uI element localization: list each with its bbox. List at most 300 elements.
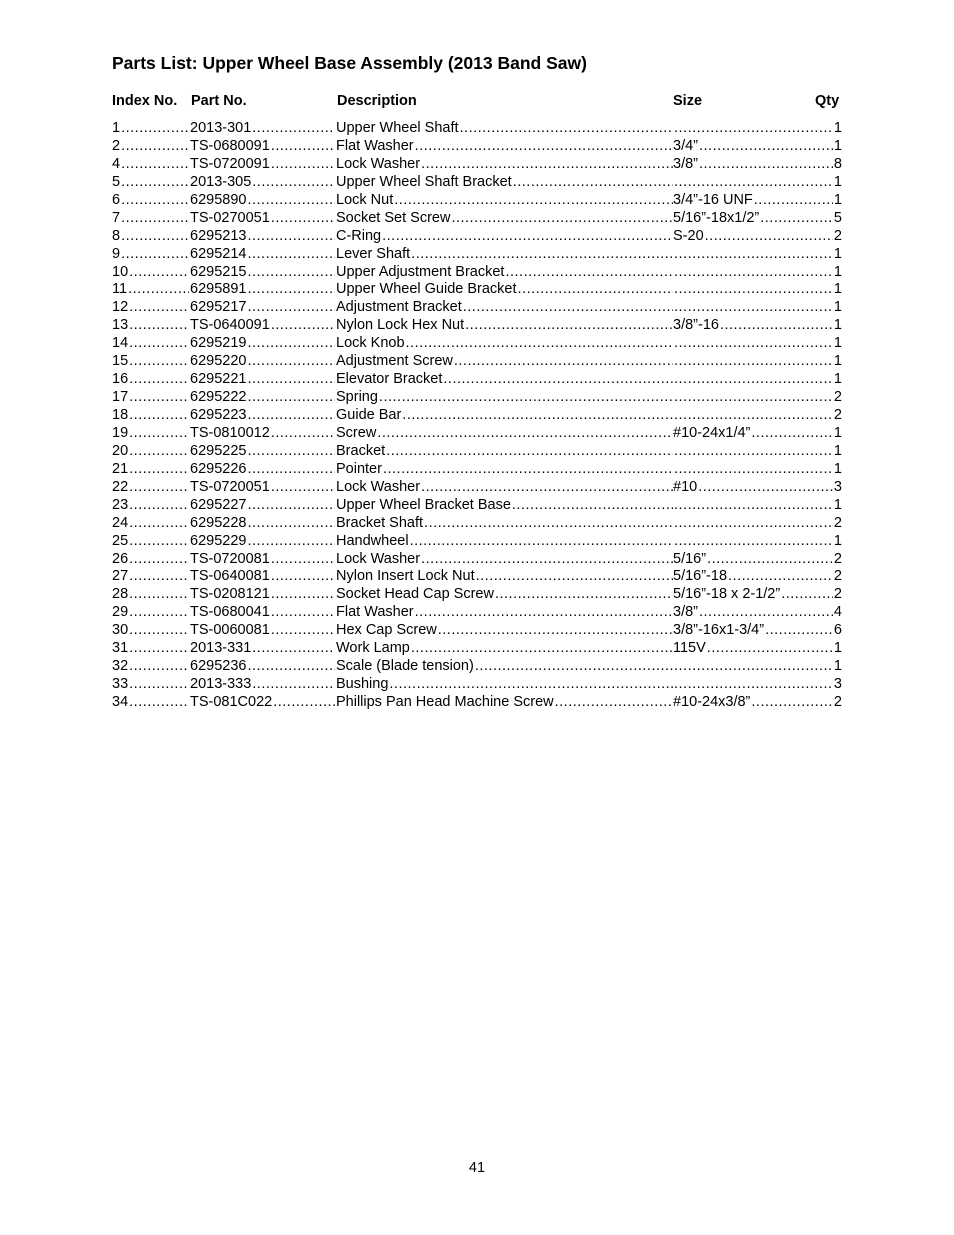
table-row: [112, 443, 842, 461]
part-number: 2013-305: [190, 173, 252, 190]
dot-leader: [383, 461, 673, 479]
table-row: [112, 317, 842, 335]
part-qty: 1: [833, 137, 842, 154]
index-cell: [112, 407, 190, 425]
part-number-cell: [190, 640, 336, 658]
dot-leader: [674, 533, 833, 551]
part-number: 6295219: [190, 335, 247, 352]
description-cell: [336, 622, 674, 640]
description-cell: [336, 335, 674, 353]
part-qty: 8: [833, 155, 842, 172]
description-cell: [336, 425, 674, 443]
part-qty: 2: [833, 227, 842, 244]
size-qty-cell: [673, 461, 842, 479]
description-cell: [336, 515, 674, 533]
dot-leader: [247, 443, 335, 461]
dot-leader: [518, 281, 673, 299]
index-number: 7: [112, 209, 121, 226]
index-number: 27: [112, 568, 129, 585]
dot-leader: [512, 497, 673, 515]
dot-leader: [121, 156, 189, 174]
dot-leader: [495, 586, 673, 604]
index-cell: [112, 389, 190, 407]
description-cell: [336, 174, 674, 192]
dot-leader: [411, 640, 673, 658]
dot-leader: [699, 138, 833, 156]
part-description: Phillips Pan Head Machine Screw: [336, 694, 554, 710]
size-qty-cell: [673, 604, 842, 622]
dot-leader: [273, 694, 335, 712]
part-number: 6295215: [190, 263, 247, 280]
table-row: [112, 640, 842, 658]
size-qty-cell: [673, 156, 842, 174]
dot-leader: [402, 407, 673, 425]
dot-leader: [751, 694, 833, 712]
part-number-cell: [190, 120, 336, 138]
table-row: [112, 246, 842, 264]
part-qty: 1: [833, 173, 842, 190]
dot-leader: [252, 174, 335, 192]
dot-leader: [505, 264, 673, 282]
part-description: Work Lamp: [336, 640, 410, 657]
dot-leader: [438, 622, 673, 640]
table-row: [112, 407, 842, 425]
part-qty: 1: [833, 371, 842, 388]
part-description: Upper Adjustment Bracket: [336, 263, 505, 280]
dot-leader: [674, 299, 833, 317]
part-number-cell: [190, 407, 336, 425]
dot-leader: [707, 551, 833, 569]
description-cell: [336, 461, 674, 479]
dot-leader: [760, 210, 833, 228]
part-size: 3/8”: [673, 155, 698, 172]
size-qty-cell: [673, 658, 842, 676]
part-number: TS-0270051: [190, 209, 270, 226]
description-cell: [336, 389, 674, 407]
part-number: TS-081C022: [190, 694, 273, 710]
part-number: 6295236: [190, 658, 247, 675]
dot-leader: [465, 317, 673, 335]
part-description: Upper Wheel Bracket Base: [336, 496, 511, 513]
dot-leader: [129, 551, 189, 569]
dot-leader: [271, 425, 335, 443]
index-number: 12: [112, 299, 129, 316]
dot-leader: [674, 353, 833, 371]
dot-leader: [421, 156, 673, 174]
index-number: 32: [112, 658, 129, 675]
part-number-cell: [190, 658, 336, 676]
size-qty-cell: [673, 120, 842, 138]
index-number: 29: [112, 604, 129, 621]
header-size: Size: [673, 93, 703, 109]
size-qty-cell: [673, 676, 842, 694]
part-number: 6295217: [190, 299, 247, 316]
index-number: 10: [112, 263, 129, 280]
index-cell: [112, 120, 190, 138]
part-description: Bushing: [336, 676, 389, 693]
part-description: Handwheel: [336, 532, 409, 549]
header-qty: Qty: [815, 93, 840, 109]
part-size: 5/16”-18 x 2-1/2”: [673, 586, 781, 603]
description-cell: [336, 281, 674, 299]
part-number-cell: [190, 479, 336, 497]
table-row: [112, 389, 842, 407]
description-cell: [336, 694, 674, 712]
part-qty: 1: [833, 120, 842, 136]
description-cell: [336, 264, 674, 282]
dot-leader: [129, 407, 189, 425]
dot-leader: [271, 317, 335, 335]
part-description: Lock Washer: [336, 478, 421, 495]
dot-leader: [129, 264, 189, 282]
size-qty-cell: [673, 317, 842, 335]
size-qty-cell: [673, 586, 842, 604]
table-row: [112, 604, 842, 622]
part-size: 3/8”-16x1-3/4”: [673, 622, 765, 639]
dot-leader: [121, 120, 189, 138]
index-cell: [112, 443, 190, 461]
table-row: [112, 210, 842, 228]
part-number: TS-0720081: [190, 550, 270, 567]
dot-leader: [271, 210, 335, 228]
dot-leader: [674, 371, 833, 389]
dot-leader: [128, 281, 189, 299]
table-row: [112, 353, 842, 371]
size-qty-cell: [673, 694, 842, 712]
part-description: Hex Cap Screw: [336, 622, 437, 639]
part-number-cell: [190, 353, 336, 371]
dot-leader: [674, 174, 833, 192]
dot-leader: [674, 335, 833, 353]
description-cell: [336, 586, 674, 604]
index-cell: [112, 317, 190, 335]
dot-leader: [674, 515, 833, 533]
part-description: Elevator Bracket: [336, 371, 443, 388]
part-number: TS-0680091: [190, 137, 270, 154]
dot-leader: [129, 353, 189, 371]
index-cell: [112, 533, 190, 551]
dot-leader: [781, 586, 833, 604]
part-description: Screw: [336, 424, 377, 441]
dot-leader: [698, 479, 833, 497]
dot-leader: [129, 425, 189, 443]
dot-leader: [247, 371, 335, 389]
dot-leader: [247, 533, 335, 551]
index-number: 11: [112, 281, 128, 298]
index-number: 28: [112, 586, 129, 603]
dot-leader: [247, 515, 335, 533]
description-cell: [336, 246, 674, 264]
dot-leader: [247, 246, 335, 264]
part-number-cell: [190, 497, 336, 515]
part-qty: 1: [833, 353, 842, 370]
index-number: 33: [112, 676, 129, 693]
size-qty-cell: [673, 640, 842, 658]
table-row: [112, 228, 842, 246]
size-qty-cell: [673, 192, 842, 210]
description-cell: [336, 353, 674, 371]
dot-leader: [460, 120, 673, 138]
index-cell: [112, 246, 190, 264]
part-number: TS-0720051: [190, 478, 270, 495]
part-description: Spring: [336, 389, 378, 406]
description-cell: [336, 192, 674, 210]
part-qty: 1: [833, 532, 842, 549]
part-qty: 1: [833, 263, 842, 280]
dot-leader: [129, 515, 189, 533]
part-number: TS-0720091: [190, 155, 270, 172]
index-cell: [112, 515, 190, 533]
size-qty-cell: [673, 228, 842, 246]
size-qty-cell: [673, 425, 842, 443]
part-number-cell: [190, 568, 336, 586]
part-number: 2013-301: [190, 120, 252, 136]
index-cell: [112, 676, 190, 694]
table-row: [112, 156, 842, 174]
dot-leader: [424, 515, 673, 533]
dot-leader: [411, 246, 673, 264]
dot-leader: [271, 479, 335, 497]
index-cell: [112, 138, 190, 156]
part-description: Socket Head Cap Screw: [336, 586, 494, 603]
table-row: [112, 138, 842, 156]
table-row: [112, 533, 842, 551]
part-qty: 1: [833, 424, 842, 441]
table-row: [112, 174, 842, 192]
size-qty-cell: [673, 568, 842, 586]
index-cell: [112, 604, 190, 622]
dot-leader: [247, 228, 335, 246]
dot-leader: [121, 228, 189, 246]
part-qty: 3: [833, 478, 842, 495]
index-cell: [112, 694, 190, 712]
dot-leader: [247, 389, 335, 407]
index-number: 26: [112, 550, 129, 567]
table-row: [112, 192, 842, 210]
part-size: 3/8”: [673, 604, 698, 621]
table-row: [112, 622, 842, 640]
dot-leader: [247, 497, 335, 515]
description-cell: [336, 568, 674, 586]
index-number: 5: [112, 173, 121, 190]
size-qty-cell: [673, 353, 842, 371]
dot-leader: [129, 604, 189, 622]
dot-leader: [674, 658, 833, 676]
part-qty: 1: [833, 658, 842, 675]
part-number-cell: [190, 156, 336, 174]
table-row: [112, 335, 842, 353]
dot-leader: [129, 622, 189, 640]
index-cell: [112, 174, 190, 192]
dot-leader: [513, 174, 673, 192]
table-row: [112, 658, 842, 676]
part-description: Lock Knob: [336, 335, 405, 352]
dot-leader: [121, 210, 189, 228]
dot-leader: [377, 425, 673, 443]
part-size: 115V: [673, 640, 706, 657]
part-qty: 2: [833, 550, 842, 567]
part-number-cell: [190, 515, 336, 533]
dot-leader: [271, 622, 335, 640]
dot-leader: [699, 604, 833, 622]
part-number: 6295222: [190, 389, 247, 406]
part-description: Flat Washer: [336, 604, 414, 621]
index-number: 20: [112, 442, 129, 459]
dot-leader: [129, 676, 189, 694]
description-cell: [336, 210, 674, 228]
description-cell: [336, 640, 674, 658]
dot-leader: [674, 246, 833, 264]
part-number: 6295229: [190, 532, 247, 549]
dot-leader: [271, 568, 335, 586]
part-size: 5/16”-18x1/2”: [673, 209, 760, 226]
part-number-cell: [190, 264, 336, 282]
dot-leader: [247, 264, 335, 282]
index-number: 6: [112, 191, 121, 208]
part-qty: 1: [833, 245, 842, 262]
index-cell: [112, 210, 190, 228]
part-description: Nylon Insert Lock Nut: [336, 568, 475, 585]
part-description: Bracket Shaft: [336, 514, 424, 531]
dot-leader: [129, 640, 189, 658]
size-qty-cell: [673, 497, 842, 515]
part-number-cell: [190, 228, 336, 246]
dot-leader: [121, 246, 189, 264]
part-description: Guide Bar: [336, 407, 402, 423]
part-number: TS-0680041: [190, 604, 270, 621]
part-qty: 1: [833, 191, 842, 208]
page-number: 41: [468, 1160, 486, 1176]
index-cell: [112, 335, 190, 353]
part-number: 6295220: [190, 353, 247, 370]
dot-leader: [421, 479, 673, 497]
dot-leader: [454, 353, 673, 371]
table-row: [112, 281, 842, 299]
part-number: TS-0640091: [190, 317, 270, 334]
index-number: 21: [112, 460, 129, 477]
dot-leader: [389, 676, 673, 694]
table-row: [112, 120, 842, 138]
part-number-cell: [190, 586, 336, 604]
index-number: 4: [112, 155, 121, 172]
part-number-cell: [190, 676, 336, 694]
part-size: #10: [673, 478, 698, 495]
index-number: 19: [112, 424, 129, 441]
dot-leader: [129, 568, 189, 586]
dot-leader: [252, 640, 335, 658]
part-description: Upper Wheel Shaft Bracket: [336, 173, 512, 190]
part-description: Lock Nut: [336, 191, 394, 208]
index-number: 22: [112, 478, 129, 495]
index-number: 31: [112, 640, 129, 657]
part-number: TS-0810012: [190, 424, 270, 441]
size-qty-cell: [673, 264, 842, 282]
part-qty: 1: [833, 335, 842, 352]
part-number: 6295213: [190, 227, 247, 244]
description-cell: [336, 551, 674, 569]
dot-leader: [421, 551, 673, 569]
part-description: Flat Washer: [336, 137, 414, 154]
dot-leader: [410, 533, 673, 551]
size-qty-cell: [673, 479, 842, 497]
part-number: 6295221: [190, 371, 247, 388]
part-number-cell: [190, 622, 336, 640]
size-qty-cell: [673, 515, 842, 533]
part-number-cell: [190, 246, 336, 264]
table-row: [112, 551, 842, 569]
dot-leader: [129, 299, 189, 317]
index-number: 34: [112, 694, 129, 710]
part-number-cell: [190, 425, 336, 443]
dot-leader: [247, 299, 335, 317]
dot-leader: [247, 407, 335, 425]
dot-leader: [271, 156, 335, 174]
table-row: [112, 299, 842, 317]
index-cell: [112, 497, 190, 515]
index-number: 15: [112, 353, 129, 370]
dot-leader: [674, 443, 833, 461]
dot-leader: [129, 371, 189, 389]
dot-leader: [699, 156, 833, 174]
dot-leader: [379, 389, 673, 407]
size-qty-cell: [673, 533, 842, 551]
dot-leader: [674, 676, 833, 694]
part-number: 6295890: [190, 191, 247, 208]
part-qty: 2: [833, 514, 842, 531]
dot-leader: [406, 335, 673, 353]
description-cell: [336, 443, 674, 461]
dot-leader: [129, 443, 189, 461]
part-qty: 2: [833, 389, 842, 406]
part-number-cell: [190, 138, 336, 156]
index-cell: [112, 551, 190, 569]
dot-leader: [728, 568, 833, 586]
index-cell: [112, 192, 190, 210]
part-qty: 1: [833, 640, 842, 657]
index-cell: [112, 586, 190, 604]
part-number: 6295214: [190, 245, 247, 262]
dot-leader: [247, 353, 335, 371]
description-cell: [336, 658, 674, 676]
dot-leader: [129, 586, 189, 604]
description-cell: [336, 228, 674, 246]
index-cell: [112, 658, 190, 676]
part-size: 5/16”-18: [673, 568, 728, 585]
part-number: TS-0208121: [190, 586, 270, 603]
part-description: Nylon Lock Hex Nut: [336, 317, 465, 334]
index-number: 17: [112, 389, 129, 406]
part-number: 6295228: [190, 514, 247, 531]
table-row: [112, 676, 842, 694]
part-number-cell: [190, 371, 336, 389]
description-cell: [336, 156, 674, 174]
size-qty-cell: [673, 246, 842, 264]
size-qty-cell: [673, 210, 842, 228]
dot-leader: [674, 120, 833, 138]
part-size: #10-24x3/8”: [673, 694, 751, 710]
part-qty: 2: [833, 694, 842, 710]
description-cell: [336, 533, 674, 551]
index-cell: [112, 461, 190, 479]
index-cell: [112, 228, 190, 246]
part-qty: 2: [833, 586, 842, 603]
size-qty-cell: [673, 281, 842, 299]
dot-leader: [765, 622, 833, 640]
dot-leader: [674, 264, 833, 282]
table-row: [112, 461, 842, 479]
part-number: 2013-331: [190, 640, 252, 657]
index-cell: [112, 264, 190, 282]
